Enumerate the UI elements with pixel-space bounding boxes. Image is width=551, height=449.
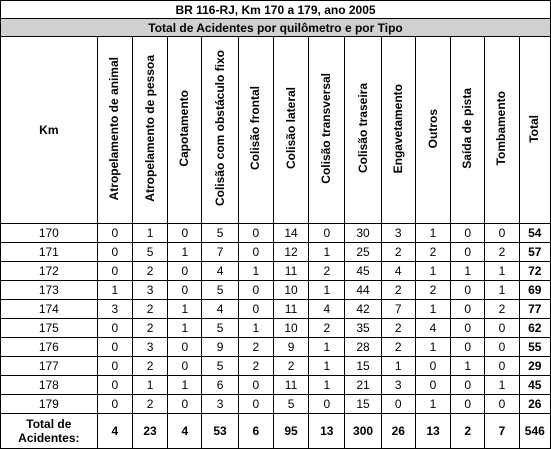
column-header xyxy=(381,37,415,224)
value-cell: 0 xyxy=(238,395,273,414)
value-cell: 2 xyxy=(381,319,415,338)
column-header-label: Engavetamento xyxy=(390,83,405,174)
value-cell: 2 xyxy=(132,262,167,281)
table-row xyxy=(1,319,551,338)
table-row xyxy=(1,357,551,376)
value-cell: 0 xyxy=(451,319,485,338)
value-cell: 0 xyxy=(97,338,132,357)
value-cell: 1 xyxy=(97,281,132,300)
value-cell: 3 xyxy=(132,338,167,357)
value-cell: 0 xyxy=(238,300,273,319)
value-cell: 1 xyxy=(381,357,415,376)
value-cell: 15 xyxy=(345,357,381,376)
table-row xyxy=(1,262,551,281)
value-cell: 4 xyxy=(309,300,345,319)
value-cell: 2 xyxy=(309,319,345,338)
title-row-1 xyxy=(1,1,551,19)
value-cell: 1 xyxy=(309,357,345,376)
grand-total-cell: 546 xyxy=(519,414,550,449)
km-cell: 172 xyxy=(1,262,98,281)
value-cell: 1 xyxy=(309,338,345,357)
row-total-cell: 72 xyxy=(519,262,550,281)
value-cell: 0 xyxy=(97,357,132,376)
row-total-cell: 45 xyxy=(519,376,550,395)
value-cell: 0 xyxy=(168,338,202,357)
value-cell: 1 xyxy=(168,319,202,338)
km-cell: 174 xyxy=(1,300,98,319)
value-cell: 1 xyxy=(132,376,167,395)
value-cell: 5 xyxy=(202,224,238,243)
value-cell: 0 xyxy=(168,281,202,300)
value-cell: 5 xyxy=(273,395,308,414)
totals-label xyxy=(1,414,98,449)
value-cell: 0 xyxy=(485,357,519,376)
value-cell: 3 xyxy=(381,224,415,243)
value-cell: 12 xyxy=(273,243,308,262)
total-cell: 4 xyxy=(168,414,202,449)
value-cell: 0 xyxy=(451,224,485,243)
value-cell: 0 xyxy=(97,243,132,262)
row-total-cell: 77 xyxy=(519,300,550,319)
km-cell: 177 xyxy=(1,357,98,376)
table-row xyxy=(1,281,551,300)
column-header-label: Colisão lateral xyxy=(283,87,298,170)
value-cell: 0 xyxy=(451,376,485,395)
value-cell: 30 xyxy=(345,224,381,243)
total-cell: 26 xyxy=(381,414,415,449)
row-total-cell: 26 xyxy=(519,395,550,414)
value-cell: 0 xyxy=(238,281,273,300)
km-column-header: Km xyxy=(1,37,98,224)
value-cell: 7 xyxy=(381,300,415,319)
value-cell: 1 xyxy=(415,262,450,281)
column-header-label: Atropelamento de pessoa xyxy=(142,55,157,202)
value-cell: 6 xyxy=(202,376,238,395)
value-cell: 3 xyxy=(132,281,167,300)
value-cell: 0 xyxy=(97,262,132,281)
total-cell: 13 xyxy=(415,414,450,449)
value-cell: 2 xyxy=(381,243,415,262)
value-cell: 0 xyxy=(97,376,132,395)
value-cell: 1 xyxy=(415,338,450,357)
column-header-label: Saída de pista xyxy=(460,88,475,169)
value-cell: 1 xyxy=(309,243,345,262)
table-row xyxy=(1,395,551,414)
value-cell: 0 xyxy=(168,224,202,243)
value-cell: 0 xyxy=(451,395,485,414)
value-cell: 1 xyxy=(415,300,450,319)
value-cell: 21 xyxy=(345,376,381,395)
value-cell: 0 xyxy=(485,338,519,357)
value-cell: 2 xyxy=(485,300,519,319)
value-cell: 2 xyxy=(238,357,273,376)
value-cell: 9 xyxy=(273,338,308,357)
column-header-label: Colisão transversal xyxy=(319,73,334,184)
value-cell: 0 xyxy=(168,262,202,281)
value-cell: 0 xyxy=(415,376,450,395)
value-cell: 0 xyxy=(485,395,519,414)
value-cell: 0 xyxy=(485,224,519,243)
value-cell: 44 xyxy=(345,281,381,300)
value-cell: 42 xyxy=(345,300,381,319)
value-cell: 0 xyxy=(381,395,415,414)
column-header xyxy=(132,37,167,224)
value-cell: 4 xyxy=(415,319,450,338)
title-row-2 xyxy=(1,19,551,37)
table-row xyxy=(1,376,551,395)
totals-label-line-2: Acidentes: xyxy=(18,431,80,445)
total-cell: 13 xyxy=(309,414,345,449)
column-header xyxy=(202,37,238,224)
value-cell: 45 xyxy=(345,262,381,281)
value-cell: 15 xyxy=(345,395,381,414)
value-cell: 0 xyxy=(451,243,485,262)
value-cell: 1 xyxy=(415,224,450,243)
value-cell: 0 xyxy=(451,300,485,319)
value-cell: 10 xyxy=(273,319,308,338)
value-cell: 1 xyxy=(238,319,273,338)
km-cell: 179 xyxy=(1,395,98,414)
value-cell: 1 xyxy=(451,262,485,281)
column-header xyxy=(168,37,202,224)
value-cell: 11 xyxy=(273,376,308,395)
value-cell: 1 xyxy=(451,357,485,376)
value-cell: 2 xyxy=(415,243,450,262)
value-cell: 3 xyxy=(97,300,132,319)
value-cell: 2 xyxy=(485,243,519,262)
total-cell: 23 xyxy=(132,414,167,449)
value-cell: 3 xyxy=(202,395,238,414)
total-cell: 53 xyxy=(202,414,238,449)
value-cell: 1 xyxy=(168,243,202,262)
value-cell: 0 xyxy=(238,376,273,395)
value-cell: 2 xyxy=(415,281,450,300)
totals-label-line-1: Total de xyxy=(26,417,72,431)
column-header-label: Colisão com obstáculo fixo xyxy=(212,50,227,207)
total-cell: 6 xyxy=(238,414,273,449)
value-cell: 2 xyxy=(273,357,308,376)
value-cell: 2 xyxy=(132,395,167,414)
value-cell: 0 xyxy=(309,224,345,243)
total-cell: 95 xyxy=(273,414,308,449)
column-header-label: Atropelamento de animal xyxy=(107,56,122,201)
row-total-cell: 62 xyxy=(519,319,550,338)
km-cell: 178 xyxy=(1,376,98,395)
value-cell: 11 xyxy=(273,262,308,281)
value-cell: 1 xyxy=(238,262,273,281)
value-cell: 2 xyxy=(238,338,273,357)
column-header-label: Outros xyxy=(425,108,440,149)
total-cell: 300 xyxy=(345,414,381,449)
table-title: BR 116-RJ, Km 170 a 179, ano 2005 xyxy=(1,1,551,19)
value-cell: 14 xyxy=(273,224,308,243)
value-cell: 5 xyxy=(202,319,238,338)
value-cell: 4 xyxy=(381,262,415,281)
value-cell: 0 xyxy=(97,319,132,338)
value-cell: 2 xyxy=(132,357,167,376)
column-header xyxy=(238,37,273,224)
value-cell: 5 xyxy=(202,357,238,376)
value-cell: 5 xyxy=(132,243,167,262)
column-header-label: Colisão traseira xyxy=(355,83,370,174)
value-cell: 2 xyxy=(381,338,415,357)
total-cell: 2 xyxy=(451,414,485,449)
header-row xyxy=(1,37,551,224)
value-cell: 35 xyxy=(345,319,381,338)
row-total-cell: 29 xyxy=(519,357,550,376)
totals-row xyxy=(1,414,551,449)
value-cell: 10 xyxy=(273,281,308,300)
value-cell: 1 xyxy=(168,376,202,395)
column-header-label: Colisão frontal xyxy=(248,86,263,171)
value-cell: 5 xyxy=(202,281,238,300)
km-cell: 173 xyxy=(1,281,98,300)
value-cell: 0 xyxy=(238,224,273,243)
value-cell: 3 xyxy=(381,376,415,395)
table-row xyxy=(1,224,551,243)
value-cell: 1 xyxy=(485,281,519,300)
value-cell: 1 xyxy=(309,376,345,395)
table-row xyxy=(1,300,551,319)
value-cell: 2 xyxy=(381,281,415,300)
row-total-cell: 55 xyxy=(519,338,550,357)
value-cell: 1 xyxy=(485,262,519,281)
column-header-label: Tombamento xyxy=(494,91,509,166)
km-cell: 170 xyxy=(1,224,98,243)
value-cell: 0 xyxy=(485,319,519,338)
value-cell: 4 xyxy=(202,300,238,319)
value-cell: 4 xyxy=(202,262,238,281)
column-header xyxy=(485,37,519,224)
column-header xyxy=(97,37,132,224)
km-cell: 175 xyxy=(1,319,98,338)
column-header xyxy=(273,37,308,224)
total-cell: 7 xyxy=(485,414,519,449)
km-cell: 171 xyxy=(1,243,98,262)
value-cell: 2 xyxy=(132,319,167,338)
km-cell: 176 xyxy=(1,338,98,357)
total-cell: 4 xyxy=(97,414,132,449)
column-header-label: Capotamento xyxy=(177,90,192,167)
value-cell: 7 xyxy=(202,243,238,262)
value-cell: 0 xyxy=(97,224,132,243)
data-rows xyxy=(1,224,551,414)
value-cell: 1 xyxy=(168,300,202,319)
value-cell: 1 xyxy=(309,281,345,300)
value-cell: 1 xyxy=(485,376,519,395)
column-header xyxy=(345,37,381,224)
value-cell: 9 xyxy=(202,338,238,357)
table-row xyxy=(1,338,551,357)
table-row xyxy=(1,243,551,262)
column-header-label: Total xyxy=(527,114,542,143)
row-total-cell: 69 xyxy=(519,281,550,300)
column-header xyxy=(519,37,550,224)
value-cell: 28 xyxy=(345,338,381,357)
value-cell: 1 xyxy=(415,395,450,414)
value-cell: 0 xyxy=(97,395,132,414)
value-cell: 25 xyxy=(345,243,381,262)
table-subtitle: Total de Acidentes por quilômetro e por Tipo xyxy=(1,19,551,37)
column-header xyxy=(451,37,485,224)
column-header xyxy=(415,37,450,224)
value-cell: 0 xyxy=(415,357,450,376)
value-cell: 0 xyxy=(238,243,273,262)
value-cell: 0 xyxy=(168,357,202,376)
row-total-cell: 57 xyxy=(519,243,550,262)
value-cell: 2 xyxy=(309,262,345,281)
value-cell: 0 xyxy=(451,338,485,357)
column-header xyxy=(309,37,345,224)
value-cell: 1 xyxy=(132,224,167,243)
value-cell: 0 xyxy=(309,395,345,414)
value-cell: 11 xyxy=(273,300,308,319)
value-cell: 2 xyxy=(132,300,167,319)
value-cell: 0 xyxy=(451,281,485,300)
row-total-cell: 54 xyxy=(519,224,550,243)
value-cell: 0 xyxy=(168,395,202,414)
